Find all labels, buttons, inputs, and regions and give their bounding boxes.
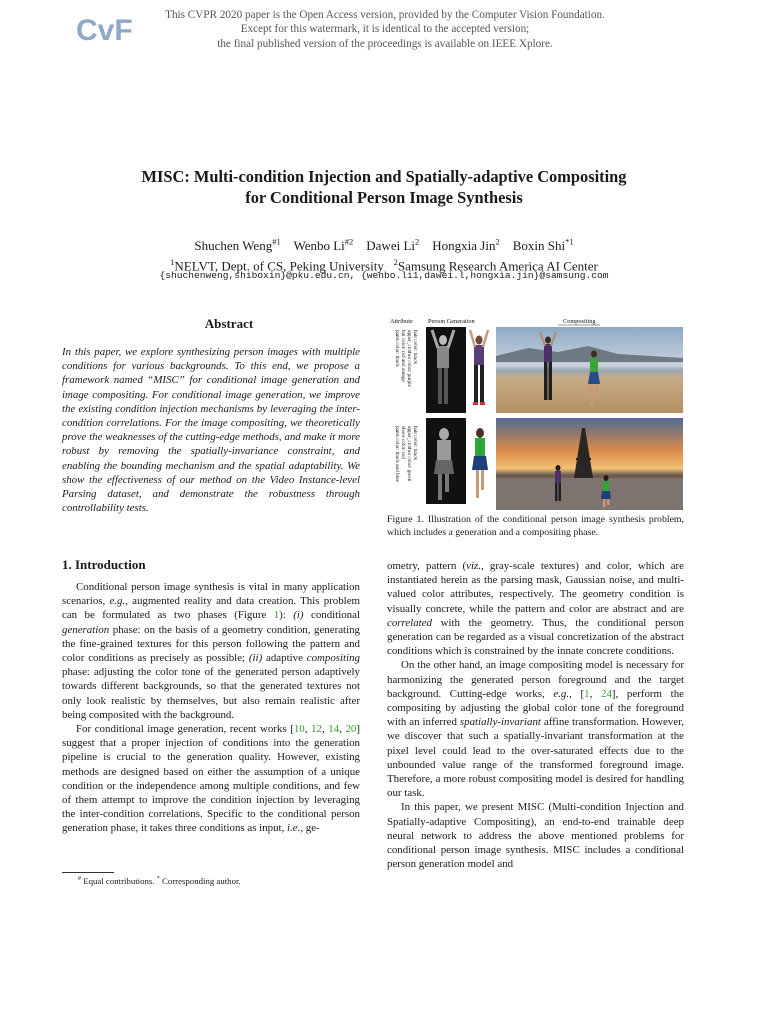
figure-row2-attributes — [394, 426, 418, 483]
intro-column-left — [62, 580, 360, 836]
parsing-mask-row2 — [426, 418, 466, 504]
logo-text: CvF — [76, 14, 133, 46]
paragraph: For conditional image generation, recent works [10, 12, 14, 20] suggest that a proper injection of conditions into the generation pipeline is crucial to the generation quality. However, existing methods are designed based on either the assumption of a unique condition or the independence among multiple conditions, and few of them attempt to improve the condition injection by leveraging the inter-condition correlations. Specific to the conditional person generation phase, it takes three conditions as input, i.e., ge- — [62, 723, 361, 835]
attribute-label: shoes color: red — [400, 426, 406, 459]
abstract-text: In this paper, we explore synthesizing person images with multiple conditions for various backgrounds. To this end, we propose a framework named “MISC” for conditional image generation and image compositing. For conditional image generation, we improve the existing condition injection mechanisms by leveraging the inter-condition correlations. For the image compositing, we theoretically prove the weaknesses of the cutting-edge methods, and make it more robust by removing the spatially-invariance constraint, and enabling the bounding mechanism and the spatial adaptability. We show the effectiveness of our method on the Video Instance-level Parsing dataset, and demonstrate the robustness through controllability tests. — [62, 346, 360, 515]
citation-link[interactable]: 10 — [293, 723, 305, 736]
paragraph: Conditional person image synthesis is vital in many application scenarios, e.g., augmented reality and data creation. This problem can be formulated as two phases (Figure 1): (i) conditional generation phase: on the basis of a geometry condition, generating the fine-grained textures for this person following the pattern and color conditions as precisely as possible; (ii) adaptive compositing phase: adjusting the color tone of the generated person adaptively towards different backgrounds, so that the generated textures not only look realistic by themselves, but also remain realistic after being composited with the background. — [62, 581, 361, 721]
parsing-mask-row1 — [426, 327, 466, 413]
eiffel-composite-image — [496, 418, 683, 510]
figure-ref-link[interactable]: 1 — [273, 609, 280, 622]
citation-link[interactable]: 12 — [311, 723, 322, 736]
intro-column-right — [387, 559, 684, 871]
author: Dawei Li$^2$ — [366, 237, 420, 254]
footnote: # Equal contributions. * Corresponding author. — [78, 876, 241, 886]
generated-person-row1 — [467, 327, 493, 413]
figure-1 — [388, 318, 684, 512]
attribute-label: pants color: black and blue — [394, 426, 400, 482]
paragraph: ometry, pattern (viz., gray-scale textures) and color, which are instantiated herein as the parsing mask, Gaussian noise, and multi-valued color attributes, respectively. The geometry condition is visually concrete, while the pattern and color are abstract and are correlated with the geometry. Thus, the conditional person generation can be regarded as a visual concretization of the abstract conditions which is constrained by the innate concrete conditions. — [387, 560, 685, 658]
section-heading: 1. Introduction — [62, 557, 146, 572]
generated-person-row2 — [467, 418, 493, 504]
figure-column-label-attribute: Attribute — [390, 318, 413, 325]
author-names — [60, 234, 708, 254]
paper-title: MISC: Multi-condition Injection and Spatially-adaptive Compositing for Conditional Person Image Synthesis — [141, 167, 627, 207]
figure-column-label-compositing: Compositing — [563, 318, 596, 325]
footnote-divider — [62, 872, 114, 873]
attribute-label: hat color: red and orange — [400, 330, 406, 382]
citation-link[interactable]: 1 — [584, 687, 590, 700]
paragraph: In this paper, we present MISC (Multi-condition Injection and Spatially-adaptive Compositing), an end-to-end trainable deep neural network to address the above mentioned problems for conditional person image synthesis. MISC includes a conditional person generation model and — [387, 801, 684, 871]
watermark-line: the final published version of the proceedings is available on IEEE Xplore. — [217, 37, 553, 50]
watermark — [150, 8, 620, 51]
citation-link[interactable]: 20 — [345, 723, 357, 736]
figure-caption: Figure 1. Illustration of the conditional person image synthesis problem, which includes a generation and a compositing phase. — [387, 514, 684, 538]
figure-row1-attributes — [394, 330, 418, 388]
author: Boxin Shi$^{*1}$ — [512, 237, 574, 254]
attribute-label: hair color: black — [412, 426, 418, 460]
cvf-logo — [76, 12, 134, 46]
citation-link[interactable]: 24 — [601, 687, 612, 700]
watermark-line: Except for this watermark, it is identical to the accepted version; — [240, 23, 530, 36]
citation-link[interactable]: 14 — [328, 723, 340, 736]
author: Wenbo Li$^{\#2}$ — [293, 237, 354, 254]
abstract-heading: Abstract — [204, 316, 254, 331]
beach-composite-image — [496, 327, 683, 413]
attribute-label: hair color: black — [412, 330, 418, 364]
attribute-label: pants color: black — [394, 330, 400, 367]
author: Hongxia Jin$^2$ — [432, 237, 500, 254]
affiliations: $^1$NELVT, Dept. of CS, Peking University $^2$Samsung Research America AI Center — [170, 257, 598, 274]
figure-column-label-generation: Person Generation — [428, 318, 475, 325]
watermark-line: This CVPR 2020 paper is the Open Access version, provided by the Computer Vision Foundation. — [165, 9, 605, 21]
attribute-label: upper_clothes color: green — [406, 426, 412, 482]
author: Shuchen Weng$^{\#1}$ — [194, 237, 281, 254]
attribute-label: upper_clothes color: purple — [406, 330, 412, 388]
paragraph: On the other hand, an image compositing model is necessary for harmonizing the generated person foreground and the target background. Cutting-edge works, e.g., [1, 24], perform the compositing by adjusting the global color tone of the foreground with an inferred spatially-invariant affine transformation. However, we discover that such a spatially-invariant transformation at the pixel level could lead to the over-saturated effects due to the unbounded value range of the transformed foreground image. Therefore, a more robust compositing model is desired for handling our task. — [387, 659, 684, 800]
author-emails: {shuchenweng,shiboxin}@pku.edu.cn, {wenbo.li1,dawei.l,hongxia.jin}@samsung.com — [159, 270, 609, 281]
author-block — [60, 234, 708, 275]
